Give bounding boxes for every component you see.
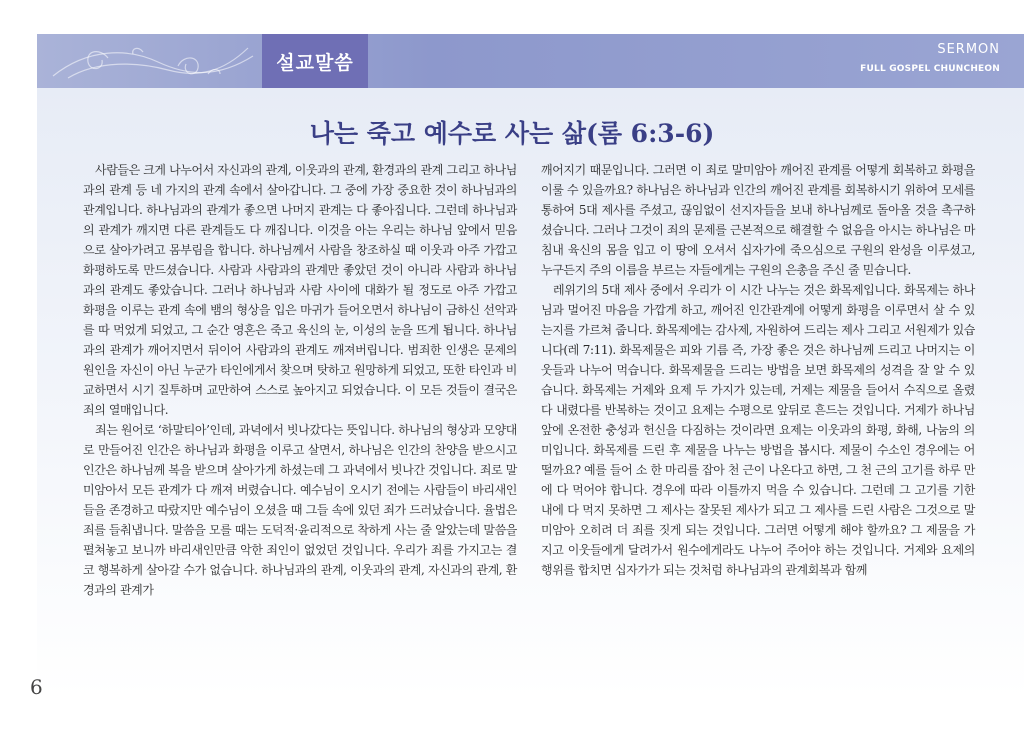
- body-paragraph: 사람들은 크게 나누어서 자신과의 관계, 이웃과의 관계, 환경과의 관계 그리고 하나님과의 관계 등 네 가지의 관계 속에서 살아갑니다. 그 중에 가장 중요한 것이 하나님과의 관계입니다. 하나님과의 관계가 좋으면 나머지 관계는 다 좋아집니다. 그런데 하나님과의 관계가 깨지면 다른 관계들도 다 깨집니다. 이것을 아는 우리는 하나님 앞에서 믿음으로 살아가려고 몸부림을 합니다. 하나님께서 사람을 창조하실 때 이웃과 아주 가깝고 화평하도록 만드셨습니다. 사람과 사람과의 관계만 좋았던 것이 아니라 사람과 하나님과의 관계도 좋았습니다. 그러나 하나님과 사람 사이에 대화가 될 정도로 아주 가깝고 화평을 이루는 관계 속에 뱀의 형상을 입은 마귀가 들어오면서 하나님이 금하신 선악과를 따 먹었게 되었고, 그 순간 영혼은 죽고 육신의 눈, 이성의 눈을 뜨게 됩니다. 하나님과의 관계가 깨어지면서 뒤이어 사람과의 관계도 깨져버립니다. 범죄한 인생은 문제의 원인을 자신이 아닌 누군가 타인에게서 찾으며 탓하고 원망하게 되었고, 또한 타인과 비교하면서 시기 질투하며 교만하여 스스로 높아지고 되었습니다. 이 모든 것들이 결국은 죄의 열매입니다.: [83, 163, 517, 417]
- body-paragraph: 레위기의 5대 제사 중에서 우리가 이 시간 나누는 것은 화목제입니다. 화목제는 하나님과 멀어진 마음을 가깝게 하고, 깨어진 인간관계에 어떻게 화평을 이루면서 살 수 있는지를 가르쳐 줍니다. 화목제에는 감사제, 자원하여 드리는 제사 그리고 서원제가 있습니다(레 7:11). 화목제물은 피와 기름 즉, 가장 좋은 것은 하나님께 드리고 나머지는 이웃들과 나누어 먹습니다. 화목제물을 드리는 방법을 보면 화목제의 성격을 잘 알 수 있습니다. 화목제는 거제와 요제 두 가지가 있는데, 거제는 제물을 들어서 수직으로 올렸다 내렸다를 반복하는 것이고 요제는 수평으로 앞뒤로 흔드는 것입니다. 거제가 하나님 앞에 온전한 충성과 헌신을 다짐하는 것이라면 요제는 이웃과의 화평, 화해, 나눔의 의미입니다. 화목제를 드린 후 제물을 나누는 방법을 봅시다. 제물이 수소인 경우에는 어떨까요? 예를 들어 소 한 마리를 잡아 천 근이 나온다고 하면, 그 천 근의 고기를 하루 만에 다 먹어야 합니다. 경우에 따라 이틀까지 먹을 수 있습니다. 그런데 그 고기를 기한 내에 다 먹지 못하면 그 제사는 잘못된 제사가 되고 그 제사를 드린 사람은 그것으로 말미암아 오히려 더 죄를 짓게 되는 것입니다. 그러면 어떻게 해야 할까요? 그 제물을 가지고 이웃들에게 달려가서 원수에게라도 나누어 주어야 하는 것입니다. 거제와 요제의 행위를 합치면 십자가가 되는 것처럼 하나님과의 관계회복과 함께: [541, 283, 975, 577]
- body-paragraph: 깨어지기 때문입니다. 그러면 이 죄로 말미암아 깨어진 관계를 어떻게 회복하고 화평을 이룰 수 있을까요? 하나님은 하나님과 인간의 깨어진 관계를 회복하시기 위하여 모세를 통하여 5대 제사를 주셨고, 끊임없이 선지자들을 보내 하나님께로 돌아올 것을 촉구하셨습니다. 그러나 그것이 죄의 문제를 근본적으로 해결할 수 없음을 아시는 하나님은 마침내 육신의 몸을 입고 이 땅에 오셔서 십자가에 죽으심으로 구원의 완성을 이루셨고, 누구든지 주의 이름을 부르는 자들에게는 구원의 은총을 주신 줄 믿습니다.: [541, 163, 975, 277]
- body-column-left: [83, 160, 517, 600]
- page-number: 6: [30, 675, 43, 699]
- series-subtitle: FULL GOSPEL CHUNCHEON: [860, 64, 1000, 74]
- series-title: SERMON: [937, 42, 1000, 57]
- floral-ornament-icon: [48, 38, 258, 86]
- section-label: 설교말씀: [262, 34, 368, 88]
- body-column-right: [541, 160, 975, 580]
- body-paragraph: 죄는 원어로 ‘하말티아’인데, 과녁에서 빗나갔다는 뜻입니다. 하나님의 형상과 모양대로 만들어진 인간은 하나님과 화평을 이루고 살면서, 하나님은 인간의 찬양을 받으시고 인간은 하나님께 복을 받으며 살아가게 하셨는데 그 과녁에서 빗나간 것입니다. 죄로 말미암아서 모든 관계가 다 깨져 버렸습니다. 예수님이 오시기 전에는 사람들이 바리새인들을 존경하고 따랐지만 예수님이 오셨을 때 그들 속에 있던 죄가 드러났습니다. 율법은 죄를 들춰냅니다. 말씀을 모를 때는 도덕적·윤리적으로 착하게 사는 줄 알았는데 말씀을 펼쳐놓고 보니까 바리새인만큼 악한 죄인이 없었던 것입니다. 우리가 죄를 가지고는 결코 행복하게 살아갈 수가 없습니다. 하나님과의 관계, 이웃과의 관계, 자신과의 관계, 환경과의 관계가: [83, 423, 517, 597]
- sermon-title: 나는 죽고 예수로 사는 삶(롬 6:3-6): [309, 119, 715, 148]
